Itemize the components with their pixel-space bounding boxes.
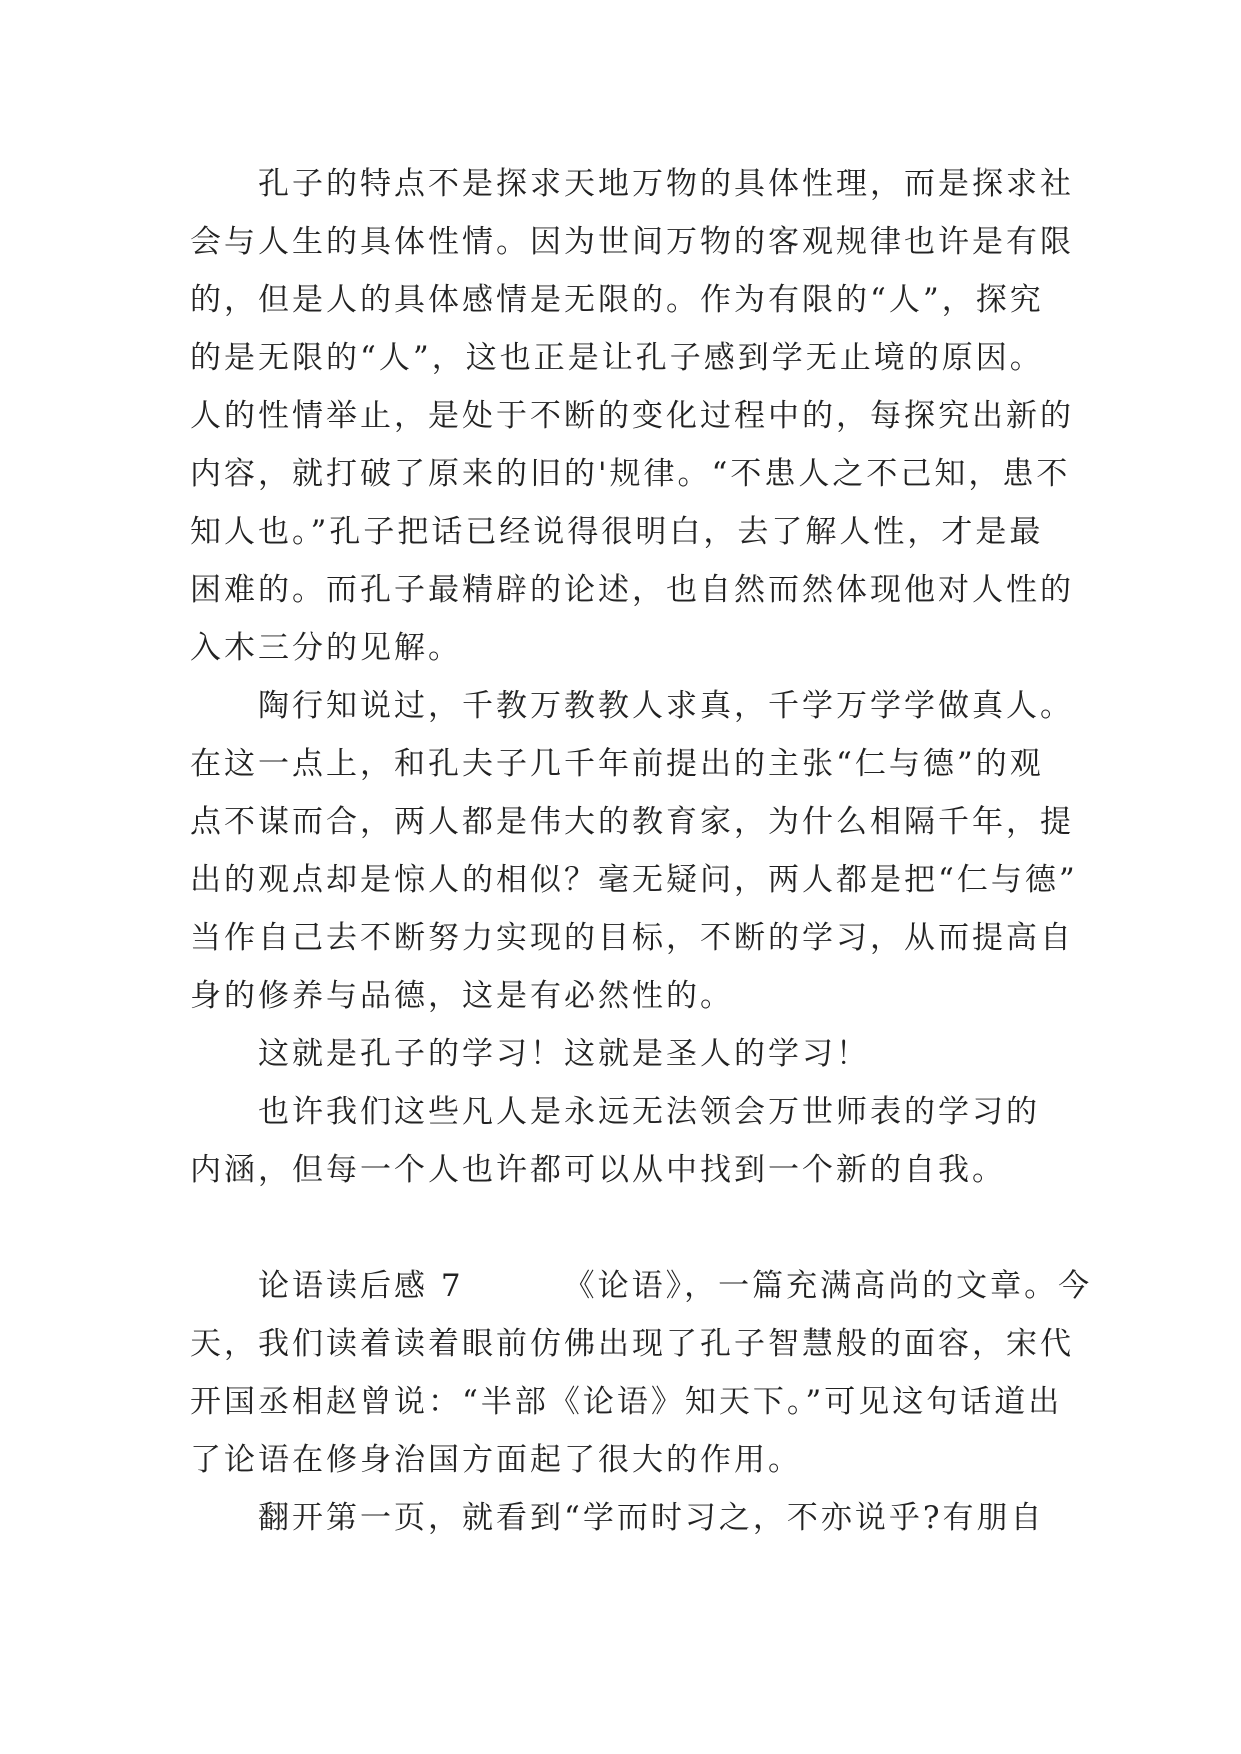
section-first-line: 《论语》，一篇充满高尚的文章。今 xyxy=(563,1268,1093,1304)
paragraph-line: 知人也。”孔子把话已经说得很明白，去了解人性，才是最 xyxy=(190,514,1044,550)
paragraph-line: 也许我们这些凡人是永远无法领会万世师表的学习的 xyxy=(258,1094,1040,1130)
paragraph-line: 这就是孔子的学习！这就是圣人的学习！ xyxy=(258,1036,870,1072)
paragraph-line: 入木三分的见解。 xyxy=(190,630,462,666)
paragraph-line: 孔子的特点不是探求天地万物的具体性理，而是探求社 xyxy=(258,166,1074,202)
paragraph-line: 了论语在修身治国方面起了很大的作用。 xyxy=(190,1442,802,1478)
paragraph-line: 陶行知说过，千教万教教人求真，千学万学学做真人。 xyxy=(258,688,1074,724)
paragraph-line: 的是无限的“人”，这也正是让孔子感到学无止境的原因。 xyxy=(190,340,1044,376)
paragraph-line: 内涵，但每一个人也许都可以从中找到一个新的自我。 xyxy=(190,1152,1006,1188)
paragraph-line: 身的修养与品德，这是有必然性的。 xyxy=(190,978,734,1014)
section-heading: 论语读后感 7 xyxy=(258,1268,464,1304)
paragraph-line: 点不谋而合，两人都是伟大的教育家，为什么相隔千年，提 xyxy=(190,804,1074,840)
paragraph-line: 内容，就打破了原来的旧的'规律。“不患人之不己知，患不 xyxy=(190,456,1071,492)
document-body xyxy=(190,155,1093,1547)
paragraph-line: 人的性情举止，是处于不断的变化过程中的，每探究出新的 xyxy=(190,398,1074,434)
paragraph-line: 当作自己去不断努力实现的目标，不断的学习，从而提高自 xyxy=(190,920,1074,956)
paragraph-line: 翻开第一页，就看到“学而时习之，不亦说乎?有朋自 xyxy=(258,1500,1045,1536)
paragraph-line: 出的观点却是惊人的相似？毫无疑问，两人都是把“仁与德” xyxy=(190,862,1078,898)
section-gap xyxy=(190,1199,1070,1257)
paragraph-line: 的，但是人的具体感情是无限的。作为有限的“人”，探究 xyxy=(190,282,1044,318)
paragraph-line: 会与人生的具体性情。因为世间万物的客观规律也许是有限 xyxy=(190,224,1074,260)
paragraph-line: 困难的。而孔子最精辟的论述，也自然而然体现他对人性的 xyxy=(190,572,1074,608)
paragraph-line: 开国丞相赵曾说：“半部《论语》知天下。”可见这句话道出 xyxy=(190,1384,1063,1420)
paragraph-line: 在这一点上，和孔夫子几千年前提出的主张“仁与德”的观 xyxy=(190,746,1044,782)
paragraph-line: 天，我们读着读着眼前仿佛出现了孔子智慧般的面容，宋代 xyxy=(190,1326,1074,1362)
section-heading-line xyxy=(190,1257,1093,1315)
